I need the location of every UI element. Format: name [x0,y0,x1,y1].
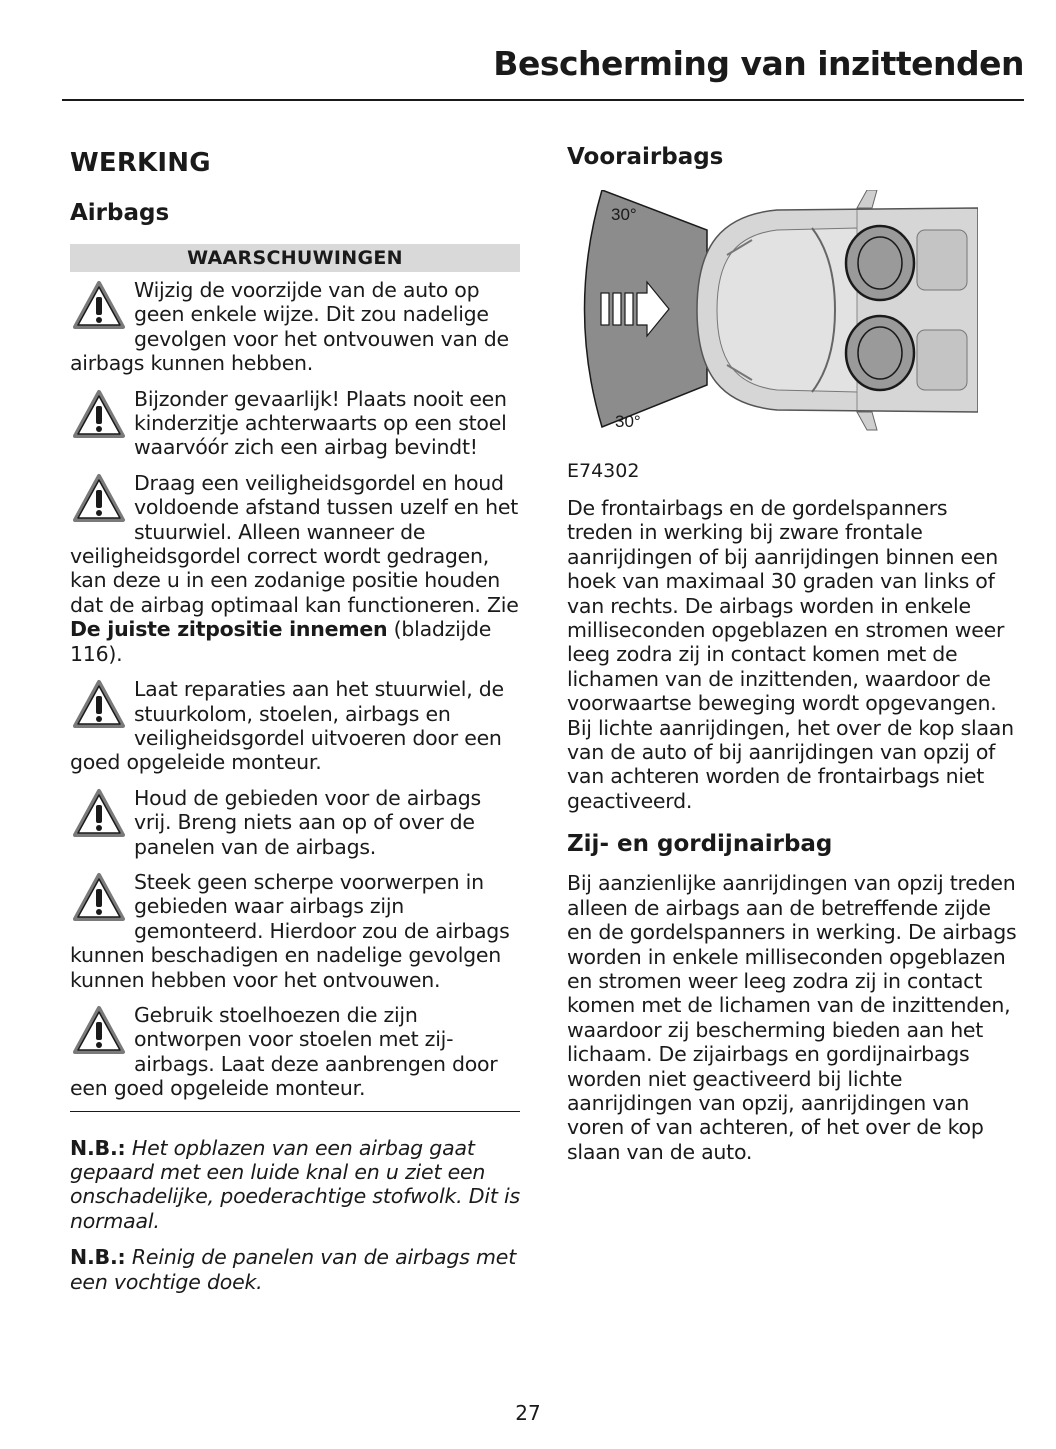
warning-text: Draag een veiligheidsgordel en houd voldoende afstand tussen uzelf en het stuurwiel. Alleen wanneer de veiligheidsgordel correct wordt gedragen, kan deze u in een zodanige positie houden dat de airbag optimaal kan functioneren. Zie De juiste zitpositie innemen (bladzijde 116). [70,470,519,666]
front-airbag-figure [567,190,1019,440]
section-title: WERKING [70,148,211,178]
warning-item [70,387,520,460]
warning-text: Laat reparaties aan het stuurwiel, de stuurkolom, stoelen, airbags en veiligheidsgordel uitvoeren door een goed opgeleide monteur. [70,677,504,775]
warnings-divider [70,1111,520,1112]
warning-triangle-icon [72,389,126,441]
title-divider [62,99,1024,101]
warning-item [70,471,520,666]
right-column [567,140,1019,1164]
warnings-header: WAARSCHUWINGEN [70,244,520,272]
warning-triangle-icon [72,280,126,332]
side-airbags-title: Zij- en gordijnairbag [567,831,833,858]
page-title: Bescherming van inzittenden [493,44,1024,83]
front-airbags-title: Voorairbags [567,144,724,170]
angle-label-bottom: 30° [615,412,641,431]
warning-item [70,870,520,992]
warning-triangle-icon [72,1005,126,1057]
note-text: Reinig de panelen van de airbags met een vochtige doek. [70,1245,517,1294]
side-airbags-text: Bij aanzienlijke aanrijdingen van opzij treden alleen de airbags aan de betreffende zijde en de gordelspanners in werking. De airbags worden in enkele milliseconden opgeblazen en stromen weer leeg zodra zij in contact komen met de lichamen van de inzittenden, waardoor zij bescherming bieden aan het lichaam. De zijairbags en gordijnairbags worden niet geactiveerd bij lichte aanrijdingen van opzij, aanrijdingen van voren of van achteren, of het over de kop slaan van de auto. [567,871,1017,1164]
warning-text: Bijzonder gevaarlijk! Plaats nooit een kinderzitje achterwaarts op een stoel waarvóór zich een airbag bevindt! [134,386,507,460]
warning-text: Steek geen scherpe voorwerpen in gebieden waar airbags zijn gemonteerd. Hierdoor zou de airbags kunnen beschadigen en nadelige gevolgen kunnen hebben voor het ontvouwen. [70,869,510,992]
subsection-title: Airbags [70,200,170,226]
left-column [70,140,520,1294]
note-text: Het opblazen van een airbag gaat gepaard met een luide knal en u ziet een onschadelijke, poederachtige stofwolk. Dit is normaal. [70,1135,520,1233]
warning-item [70,677,520,775]
warning-triangle-icon [72,872,126,924]
note [70,1136,520,1234]
warning-text: Gebruik stoelhoezen die zijn ontworpen voor stoelen met zij-airbags. Laat deze aanbrengen door een goed opgeleide monteur. [70,1002,498,1101]
warning-triangle-icon [72,788,126,840]
warning-triangle-icon [72,679,126,731]
note [70,1245,520,1294]
warning-text: Houd de gebieden voor de airbags vrij. Breng niets aan op of over de panelen van de airbags. [134,785,481,859]
angle-label-top: 30° [611,205,637,224]
note-label: N.B.: [70,1135,126,1160]
figure-code: E74302 [567,460,640,482]
warning-triangle-icon [72,473,126,525]
page-number: 27 [515,1401,541,1425]
cross-reference-link[interactable]: De juiste zitpositie innemen [70,617,388,642]
front-airbags-text: De frontairbags en de gordelspanners treden in werking bij zware frontale aanrijdingen of bij aanrijdingen binnen een hoek van maximaal 30 graden van links of van rechts. De airbags worden in enkele milliseconden opgeblazen en stromen weer leeg zodra zij in contact komen met de lichamen van de inzittenden, waardoor de voorwaartse beweging wordt opgevangen. Bij lichte aanrijdingen, het over de kop slaan van de auto of bij aanrijdingen van opzij of van achteren worden de frontairbags niet geactiveerd. [567,496,1014,813]
warning-item [70,1003,520,1101]
warning-text: Wijzig de voorzijde van de auto op geen enkele wijze. Dit zou nadelige gevolgen voor het ontvouwen van de airbags kunnen hebben. [70,278,509,376]
note-label: N.B.: [70,1245,126,1270]
warning-item [70,278,520,376]
warning-item [70,786,520,859]
front-airbag-illustration [567,190,1019,452]
